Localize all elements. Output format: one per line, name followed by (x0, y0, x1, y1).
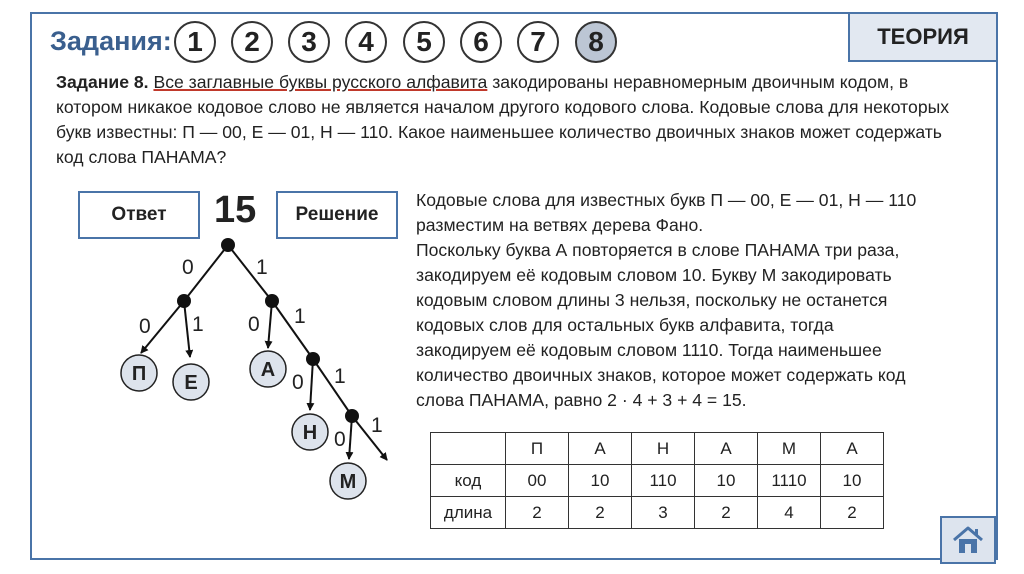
tree-edge (268, 301, 272, 348)
bit-label: 0 (182, 256, 194, 279)
tree-edge (313, 359, 352, 416)
leaf-label: А (260, 359, 276, 381)
answer-value: 15 (214, 189, 257, 231)
solution-line: кодовым словом длины 3 нельзя, поскольку не останется (416, 290, 888, 310)
tree-edge (184, 301, 190, 357)
tasks-label: Задания: (50, 26, 172, 56)
table-cell: 10 (821, 465, 884, 497)
solution-line: Кодовые слова для известных букв П — 00, Е — 01, Н — 110 (416, 190, 917, 210)
tree-node (177, 294, 191, 308)
table-cell: 1110 (758, 465, 821, 497)
bit-label: 0 (334, 428, 346, 451)
table-cell: А (821, 433, 884, 465)
bit-label: 0 (292, 371, 304, 394)
leaf-label: П (131, 363, 147, 385)
table-cell: А (569, 433, 632, 465)
solution-button[interactable]: Решение (276, 191, 398, 239)
table-row (431, 465, 884, 497)
home-button[interactable] (940, 516, 996, 564)
task-button-6[interactable]: 6 (460, 21, 502, 63)
table-cell: длина (431, 497, 506, 529)
table-cell: 00 (506, 465, 569, 497)
tree-edge (272, 301, 313, 359)
solution-line: разместим на ветвях дерева Фано. (416, 215, 704, 235)
leaf-label: Е (184, 372, 198, 394)
problem-body: закодированы неравномерным двоичным кодом, в котором никакое кодовое слово не является началом другого кодового слова. Кодовые слова для некоторых букв известны: П — 00, Е — 01, Н — 110. Какое наименьшее количество двоичных знаков может содержать код слова ПАНАМА? (56, 72, 950, 167)
problem-title: Задание 8. (56, 72, 149, 92)
bit-label: 1 (334, 365, 346, 388)
tree-node (265, 294, 279, 308)
home-icon (950, 524, 986, 556)
table-cell: П (506, 433, 569, 465)
bit-label: 0 (139, 315, 151, 338)
solution-line: закодируем её кодовым словом 1110. Тогда наименьшее (416, 340, 882, 360)
table-cell: 2 (506, 497, 569, 529)
tree-node (306, 352, 320, 366)
tree-node (345, 409, 359, 423)
solution-line: количество двоичных знаков, которое может содержать код (416, 365, 906, 385)
task-button-3[interactable]: 3 (288, 21, 330, 63)
table-header-row (431, 433, 884, 465)
leaf-label: М (339, 471, 357, 493)
answer-button[interactable]: Ответ (78, 191, 200, 239)
solution-line: слова ПАНАМА, равно 2 · 4 + 3 + 4 = 15. (416, 390, 747, 410)
table-cell: 110 (632, 465, 695, 497)
table-cell: М (758, 433, 821, 465)
bit-label: 1 (371, 414, 383, 437)
table-row (431, 497, 884, 529)
solution-line: закодируем её кодовым словом 10. Букву М закодировать (416, 265, 892, 285)
task-button-8[interactable]: 8 (575, 21, 617, 63)
code-table (430, 432, 884, 529)
table-cell: 2 (821, 497, 884, 529)
tree-edge (310, 359, 313, 410)
tree-leaves (121, 351, 366, 499)
bit-label: 1 (192, 313, 204, 336)
table-cell: Н (632, 433, 695, 465)
fano-tree (0, 0, 420, 574)
table-cell: А (695, 433, 758, 465)
task-button-2[interactable]: 2 (231, 21, 273, 63)
tree-nodes (177, 238, 359, 423)
table-cell: 2 (695, 497, 758, 529)
table-cell (431, 433, 506, 465)
solution-line: кодовых слов для остальных букв алфавита, тогда (416, 315, 834, 335)
theory-button[interactable]: ТЕОРИЯ (848, 12, 998, 62)
bit-label: 1 (256, 256, 268, 279)
table-cell: 10 (569, 465, 632, 497)
bit-label: 0 (248, 313, 260, 336)
solution-text (416, 188, 996, 413)
task-button-1[interactable]: 1 (174, 21, 216, 63)
leaf-label: Н (302, 422, 318, 444)
table-cell: 3 (632, 497, 695, 529)
table-cell: код (431, 465, 506, 497)
task-button-7[interactable]: 7 (517, 21, 559, 63)
table-cell: 2 (569, 497, 632, 529)
bit-label: 1 (294, 305, 306, 328)
problem-highlight: Все заглавные буквы русского алфавита (153, 72, 488, 92)
table-cell: 4 (758, 497, 821, 529)
solution-line: Поскольку буква А повторяется в слове ПАНАМА три раза, (416, 240, 900, 260)
task-button-5[interactable]: 5 (403, 21, 445, 63)
task-button-4[interactable]: 4 (345, 21, 387, 63)
table-cell: 10 (695, 465, 758, 497)
tree-node (221, 238, 235, 252)
